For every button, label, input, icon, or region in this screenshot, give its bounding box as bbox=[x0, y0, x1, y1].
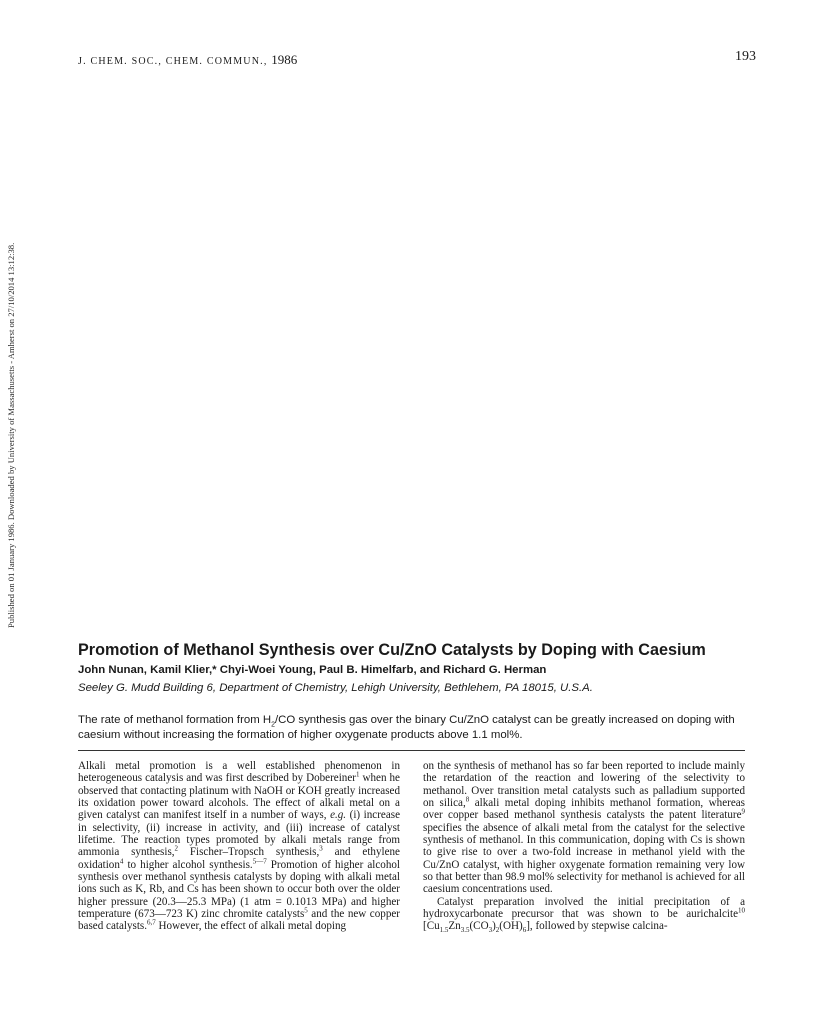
body-paragraph: Catalyst preparation involved the initial precipitation of a hydroxycarbonate precursor that was shown to be aurichalcite$^{10}$ $[Cu_{1.5}Zn_{3.5}(CO_3)_2(OH)_6]$, followed by stepwise calcina- bbox=[423, 895, 745, 935]
author-affiliation: Seeley G. Mudd Building 6, Department of Chemistry, Lehigh University, Bethlehem, PA 18015, U.S.A. bbox=[78, 682, 593, 694]
page-number: 193 bbox=[735, 49, 756, 64]
reference-marker: 6,7 bbox=[147, 918, 156, 927]
reference-marker: 8 bbox=[465, 795, 470, 804]
author-list: John Nunan, Kamil Klier,* Chyi-Woei Young, Paul B. Himelfarb, and Richard G. Herman bbox=[78, 664, 547, 676]
running-head bbox=[78, 52, 297, 68]
reference-marker: 4 bbox=[119, 857, 124, 866]
body-column-right bbox=[423, 760, 745, 933]
reference-marker: 5—7 bbox=[252, 857, 267, 866]
journal-name: J. CHEM. SOC., CHEM. COMMUN., bbox=[78, 56, 268, 67]
download-watermark bbox=[6, 158, 16, 628]
reference-marker: 10 bbox=[738, 906, 745, 915]
reference-marker: 2 bbox=[174, 844, 179, 853]
body-paragraph: Alkali metal promotion is a well established phenomenon in heterogeneous catalysis and was first described by Dobereiner$^1$ when he observed that contacting platinum with NaOH or KOH greatly increased its oxidation power toward alcohols. The effect of alkali metal on a given catalyst can manifest itself in a number of ways, e.g. (i) increase in selectivity, (ii) increase in activity, and (iii) increase of catalyst lifetime. The reaction types promoted by alkali metals range from ammonia synthesis,$^2$ Fischer–Tropsch synthesis,$^3$ and ethylene oxidation$^4$ to higher alcohol synthesis.$^{5—7}$ Promotion of higher alcohol synthesis over methanol synthesis catalysts by doping with alkali metal ions such as K, Rb, and Cs has been shown to occur both over the older higher pressure (20.3—25.3 MPa) (1 atm = 0.1013 MPa) and higher temperature (673—723 K) zinc chromite catalysts$^5$ and the new copper based catalysts.$^{6,7}$ However, the effect of alkali metal doping bbox=[78, 760, 400, 933]
abstract: The rate of methanol formation from $H_2/CO$ synthesis gas over the binary Cu/ZnO catalyst can be greatly increased on doping with caesium without increasing the formation of higher oxygenate products above 1.1 mol%. bbox=[78, 714, 735, 741]
journal-year: 1986 bbox=[271, 52, 298, 67]
download-watermark-text: Published on 01 January 1986. Downloaded by University of Massachusetts - Amherst on 27/10/2014 13:12:38. bbox=[6, 242, 16, 628]
reference-marker: 9 bbox=[741, 807, 745, 816]
reference-marker: 3 bbox=[319, 844, 323, 853]
body-column-left bbox=[78, 760, 400, 933]
reference-marker: 5 bbox=[304, 906, 308, 915]
reference-marker: 1 bbox=[355, 770, 360, 779]
body-paragraph: on the synthesis of methanol has so far been reported to include mainly the retardation of the reaction and lowering of the selectivity to methanol. Over transition metal catalysts such as palladium supported on silica,$^8$ alkali metal doping inhibits methanol formation, whereas over copper based methanol synthesis catalysts the patent literature$^9$ specifies the absence of alkali metal from the catalyst for the selective synthesis of methanol. In this communication, doping with Cs is shown to give rise to over a two-fold increase in methanol yield with the Cu/ZnO catalyst, with higher oxygenate formation remaining very low so that better than 98.9 mol% selectivity for methanol is achieved for all caesium concentrations used. bbox=[423, 760, 745, 896]
section-divider bbox=[78, 750, 745, 751]
article-title: Promotion of Methanol Synthesis over Cu/ZnO Catalysts by Doping with Caesium bbox=[78, 641, 706, 659]
